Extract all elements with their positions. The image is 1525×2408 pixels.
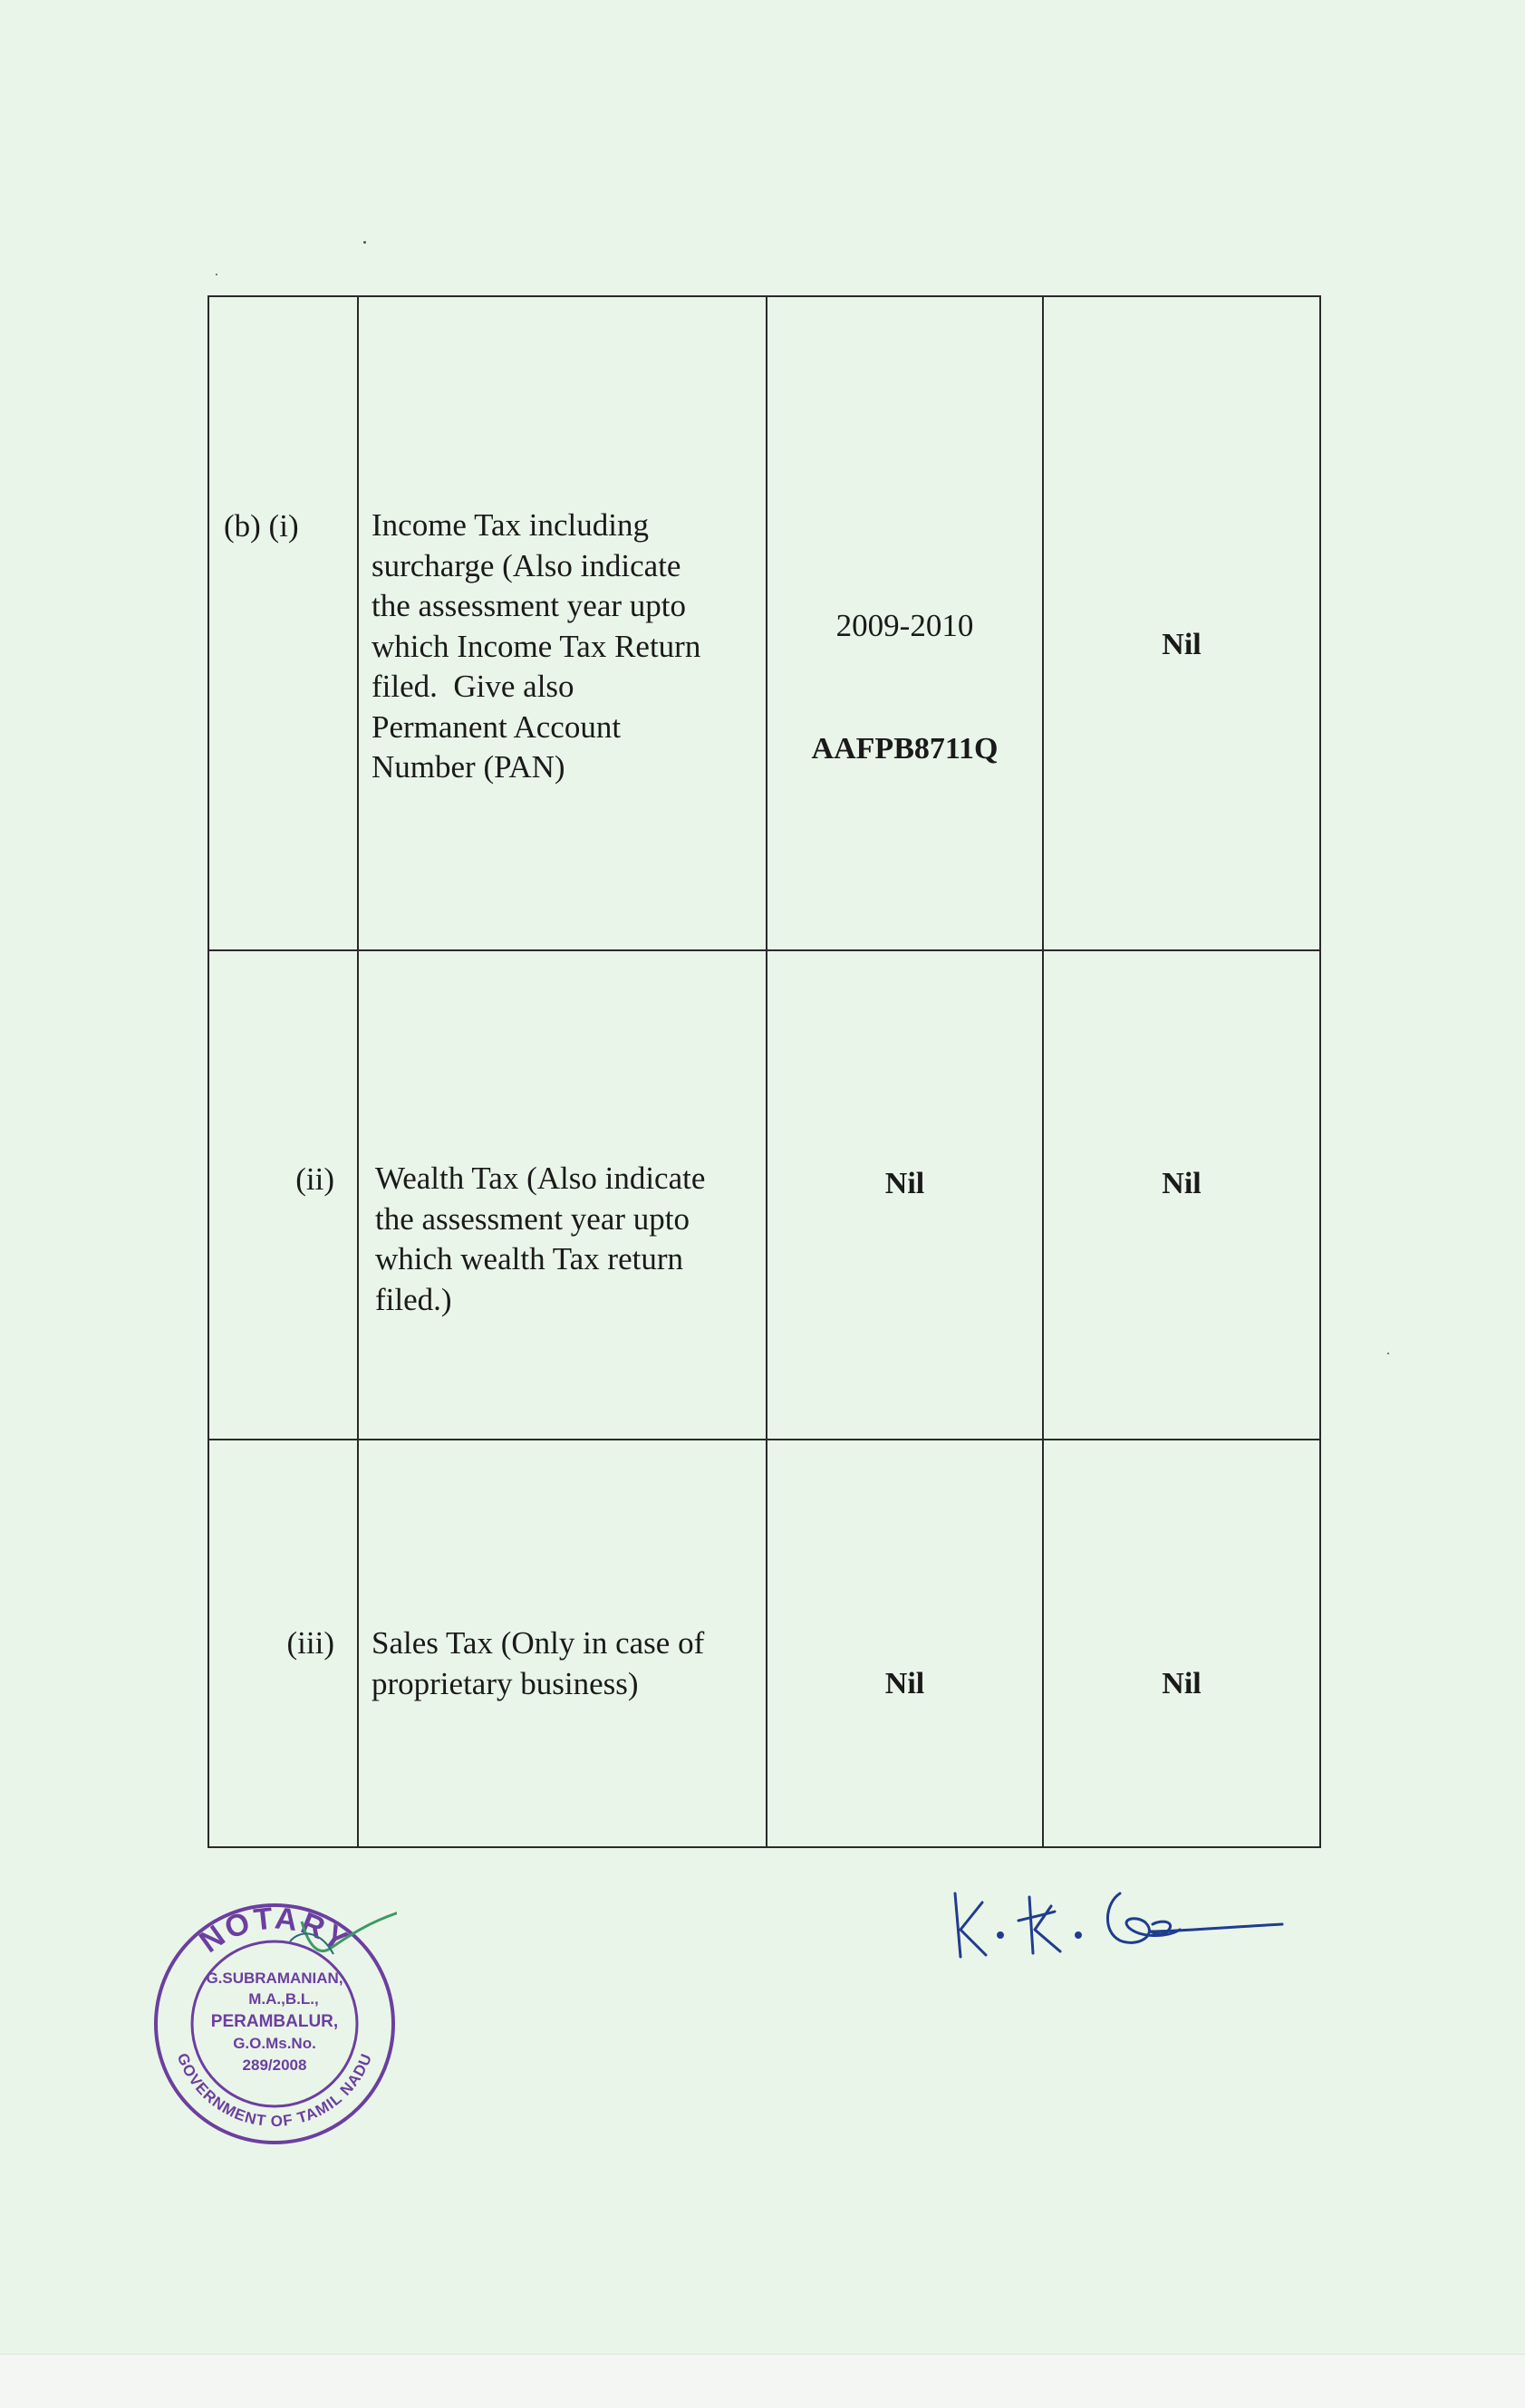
assessment-year-value: Nil bbox=[884, 1667, 925, 1700]
tax-value-cell bbox=[1044, 951, 1319, 1439]
item-description: Income Tax including surcharge (Also indicate the assessment year upto which Income Tax Return filed. Give also Permanent Account Number (PAN) bbox=[372, 507, 701, 785]
assessment-year-cell bbox=[767, 1440, 1044, 1846]
tax-value: Nil bbox=[1162, 1667, 1202, 1700]
stamp-ring-text: GOVERNMENT OF TAMIL NADU bbox=[173, 2050, 376, 2131]
stamp-line: PERAMBALUR, bbox=[210, 2012, 339, 2031]
tax-value: Nil bbox=[1162, 628, 1202, 661]
notary-stamp bbox=[152, 1902, 397, 2146]
assessment-year-value: Nil bbox=[884, 1167, 925, 1200]
pan-value: AAFPB8711Q bbox=[811, 732, 999, 766]
scan-speck bbox=[363, 241, 366, 244]
tax-value-cell bbox=[1044, 297, 1319, 949]
tax-details-table bbox=[208, 295, 1321, 1848]
assessment-year-value: 2009-2010 bbox=[835, 608, 974, 643]
stamp-line: G.SUBRAMANIAN, bbox=[206, 1970, 343, 1987]
item-number-cell bbox=[209, 297, 359, 949]
tax-value: Nil bbox=[1162, 1167, 1202, 1200]
item-number-cell bbox=[209, 1440, 359, 1846]
table-row-income-tax bbox=[209, 297, 1319, 951]
scan-speck bbox=[1387, 1353, 1389, 1354]
table-row-wealth-tax bbox=[209, 951, 1319, 1440]
item-number: (b) (i) bbox=[224, 508, 299, 544]
assessment-year-cell bbox=[767, 297, 1044, 949]
description-cell bbox=[359, 1440, 767, 1846]
assessment-year-cell bbox=[767, 951, 1044, 1439]
signature bbox=[942, 1866, 1287, 1966]
table-row-sales-tax bbox=[209, 1440, 1319, 1846]
scan-speck bbox=[216, 274, 217, 275]
description-cell bbox=[359, 951, 767, 1439]
item-description: Wealth Tax (Also indicate the assessment year upto which wealth Tax return filed.) bbox=[375, 1161, 706, 1317]
item-number-cell bbox=[209, 951, 359, 1439]
item-number: (ii) bbox=[295, 1161, 334, 1197]
stamp-line: G.O.Ms.No. bbox=[233, 2035, 316, 2052]
stamp-line: 289/2008 bbox=[242, 2056, 307, 2074]
tax-value-cell bbox=[1044, 1440, 1319, 1846]
scan-bottom-edge bbox=[0, 2354, 1525, 2408]
item-description: Sales Tax (Only in case of proprietary business) bbox=[372, 1625, 705, 1701]
item-number: (iii) bbox=[286, 1625, 334, 1661]
stamp-title: NOTARY bbox=[193, 1902, 356, 1960]
description-cell bbox=[359, 297, 767, 949]
stamp-line: M.A.,B.L., bbox=[248, 1990, 319, 2008]
